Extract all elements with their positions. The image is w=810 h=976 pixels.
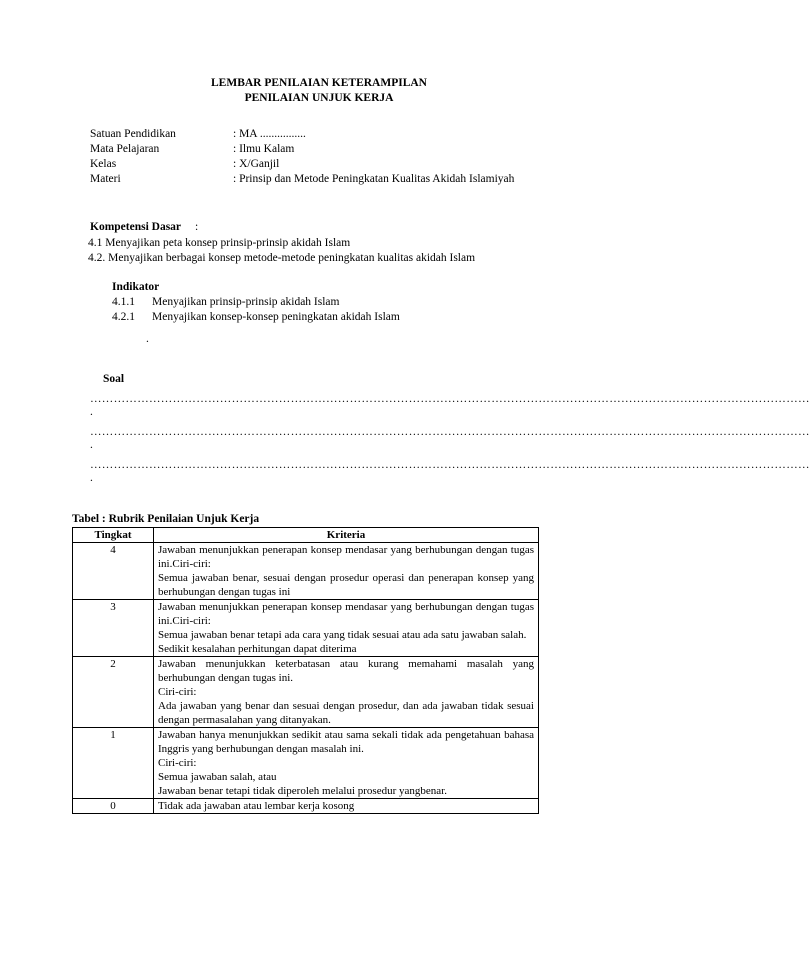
document-subtitle: PENILAIAN UNJUK KERJA [244, 92, 394, 104]
criteria-line: Jawaban menunjukkan keterbatasan atau kurang memahami masalah yang berhubungan dengan tugas ini. [158, 658, 534, 684]
criteria-cell [154, 728, 539, 799]
table-row [73, 728, 539, 799]
info-value: : Prinsip dan Metode Peningkatan Kualitas Akidah Islamiyah [233, 173, 515, 185]
stray-dot: . [146, 333, 149, 345]
info-label: Kelas [90, 158, 117, 170]
criteria-line: Semua jawaban salah, atau [158, 771, 277, 783]
kompetensi-heading: Kompetensi Dasar [90, 221, 182, 233]
criteria-cell [154, 799, 539, 814]
criteria-line: Jawaban hanya menunjukkan sedikit atau sama sekali tidak ada pengetahuan bahasa Inggris yang berhubungan dengan masalah ini. [158, 729, 534, 755]
kompetensi-item: 4.2. Menyajikan berbagai konsep metode-metode peningkatan kualitas akidah Islam [88, 252, 476, 264]
level-cell: 0 [73, 799, 154, 814]
level-cell: 1 [73, 728, 154, 799]
criteria-line: Ciri-ciri: [158, 686, 197, 698]
answer-line: ………………………………………………………………………………………………………………………………………………………………… [90, 393, 810, 405]
level-cell: 4 [73, 543, 154, 600]
info-label: Materi [90, 173, 121, 185]
answer-line-end: . [90, 472, 93, 484]
indikator-heading: Indikator [112, 281, 160, 293]
info-label: Mata Pelajaran [90, 143, 160, 155]
table-row [73, 799, 539, 814]
column-header-level: Tingkat [73, 528, 154, 543]
soal-heading: Soal [103, 373, 125, 385]
indikator-number: 4.2.1 [112, 311, 135, 323]
criteria-line: Jawaban benar tetapi tidak diperoleh melalui prosedur yangbenar. [158, 785, 447, 797]
criteria-line: Sedikit kesalahan perhitungan dapat diterima [158, 643, 357, 655]
indikator-number: 4.1.1 [112, 296, 135, 308]
criteria-line: Jawaban menunjukkan penerapan konsep mendasar yang berhubungan dengan tugas ini.Ciri-ciri: [158, 544, 534, 570]
indikator-text: Menyajikan konsep-konsep peningkatan akidah Islam [152, 311, 400, 323]
rubric-table [72, 527, 539, 814]
criteria-line: Semua jawaban benar, sesuai dengan prosedur operasi dan penerapan konsep yang berhubungan dengan tugas ini [158, 572, 534, 598]
criteria-line: Tidak ada jawaban atau lembar kerja kosong [158, 800, 355, 812]
criteria-cell [154, 657, 539, 728]
answer-line-end: . [90, 406, 93, 418]
answer-line: ………………………………………………………………………………………………………………………………………………………………… [90, 459, 810, 471]
table-header-row [73, 528, 539, 543]
kompetensi-item: 4.1 Menyajikan peta konsep prinsip-prinsip akidah Islam [88, 237, 351, 249]
document-title: LEMBAR PENILAIAN KETERAMPILAN [211, 77, 427, 89]
info-value: : Ilmu Kalam [233, 143, 295, 155]
level-cell: 3 [73, 600, 154, 657]
kompetensi-colon: : [195, 221, 199, 233]
info-label: Satuan Pendidikan [90, 128, 176, 140]
level-cell: 2 [73, 657, 154, 728]
column-header-criteria: Kriteria [154, 528, 539, 543]
table-row [73, 657, 539, 728]
criteria-line: Ada jawaban yang benar dan sesuai dengan prosedur, dan ada jawaban tidak sesuai dengan permasalahan yang ditanyakan. [158, 700, 534, 726]
criteria-cell [154, 600, 539, 657]
info-value: : X/Ganjil [233, 158, 280, 170]
criteria-line: Semua jawaban benar tetapi ada cara yang tidak sesuai atau ada satu jawaban salah. [158, 629, 527, 641]
answer-line: ………………………………………………………………………………………………………………………………………………………………… [90, 426, 810, 438]
table-row [73, 543, 539, 600]
answer-line-end: . [90, 439, 93, 451]
criteria-cell [154, 543, 539, 600]
criteria-line: Ciri-ciri: [158, 757, 197, 769]
indikator-text: Menyajikan prinsip-prinsip akidah Islam [152, 296, 340, 308]
criteria-line: Jawaban menunjukkan penerapan konsep mendasar yang berhubungan dengan tugas ini.Ciri-ciri: [158, 601, 534, 627]
table-caption: Tabel : Rubrik Penilaian Unjuk Kerja [72, 513, 260, 525]
info-value: : MA ................ [233, 128, 306, 140]
table-row [73, 600, 539, 657]
